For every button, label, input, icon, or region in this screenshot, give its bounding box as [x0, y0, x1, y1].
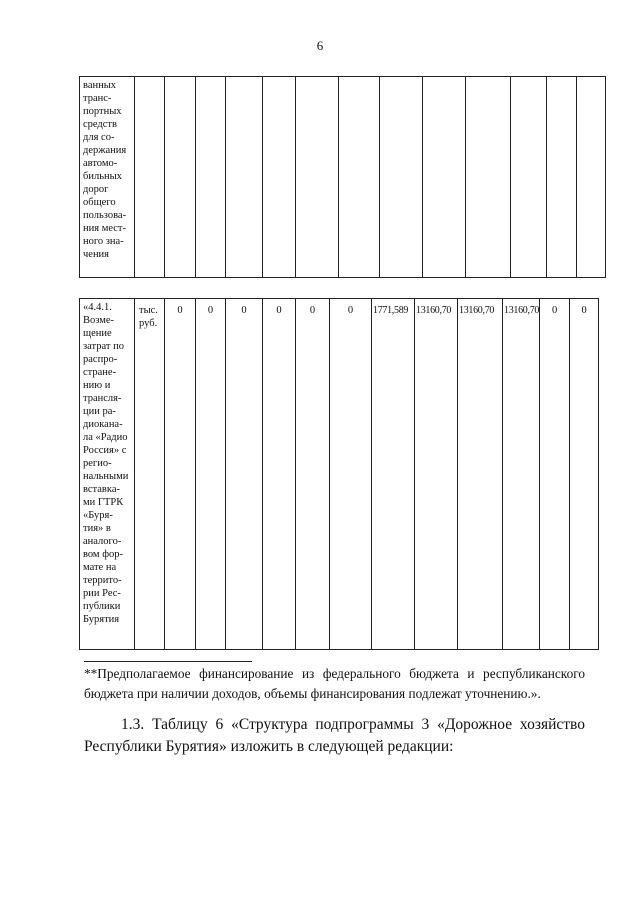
table-cell [263, 77, 296, 278]
measure-name-cell: «4.4.1. Возме- щение затрат по распро- стране- нию и трансля- ции ра- диокана- ла «Радио Россия» с регио- нальными вставка- ми ГТРК «Буря- тия» в аналого- вом фор- мате на террито- рии Рес- публики Бурятия [80, 299, 135, 650]
table-cell [339, 77, 380, 278]
value-cell: 1771,589 [372, 299, 415, 650]
value-cell: 0 [165, 299, 196, 650]
body-paragraph: 1.3. Таблицу 6 «Структура подпрограммы 3 «Дорожное хозяйство Республики Бурятия» изложить в следующей редакции: [84, 716, 585, 755]
table-cell [226, 77, 263, 278]
budget-table-continuation [79, 76, 606, 278]
budget-table-row-4-4-1 [79, 298, 599, 650]
value-cell: 13160,70 [503, 299, 540, 650]
table-cell [577, 77, 606, 278]
value-cell: 0 [196, 299, 226, 650]
footnote: **Предполагаемое финансирование из федерального бюджета и республиканского бюджета при наличии доходов, объемы финансирования подлежат уточнению.». [84, 666, 585, 701]
value-cell: 13160,70 [415, 299, 458, 650]
table-cell [165, 77, 196, 278]
unit-cell: тыс. руб. [135, 299, 165, 650]
footnote-divider [84, 661, 252, 662]
table-cell [466, 77, 511, 278]
value-cell: 0 [296, 299, 330, 650]
value-cell: 13160,70 [458, 299, 503, 650]
table-cell [135, 77, 165, 278]
value-cell: 0 [330, 299, 372, 650]
measure-name-cell: ванных транс- портных средств для со- держания автомо- бильных дорог общего пользова- ния мест- ного зна- чения [80, 77, 135, 278]
value-cell: 0 [263, 299, 296, 650]
table-cell [196, 77, 226, 278]
value-cell: 0 [540, 299, 570, 650]
table-cell [423, 77, 466, 278]
table-cell [380, 77, 423, 278]
table-cell [296, 77, 339, 278]
page-number: 6 [316, 38, 324, 53]
table-cell [511, 77, 547, 278]
table-cell [547, 77, 577, 278]
value-cell: 0 [570, 299, 599, 650]
value-cell: 0 [226, 299, 263, 650]
